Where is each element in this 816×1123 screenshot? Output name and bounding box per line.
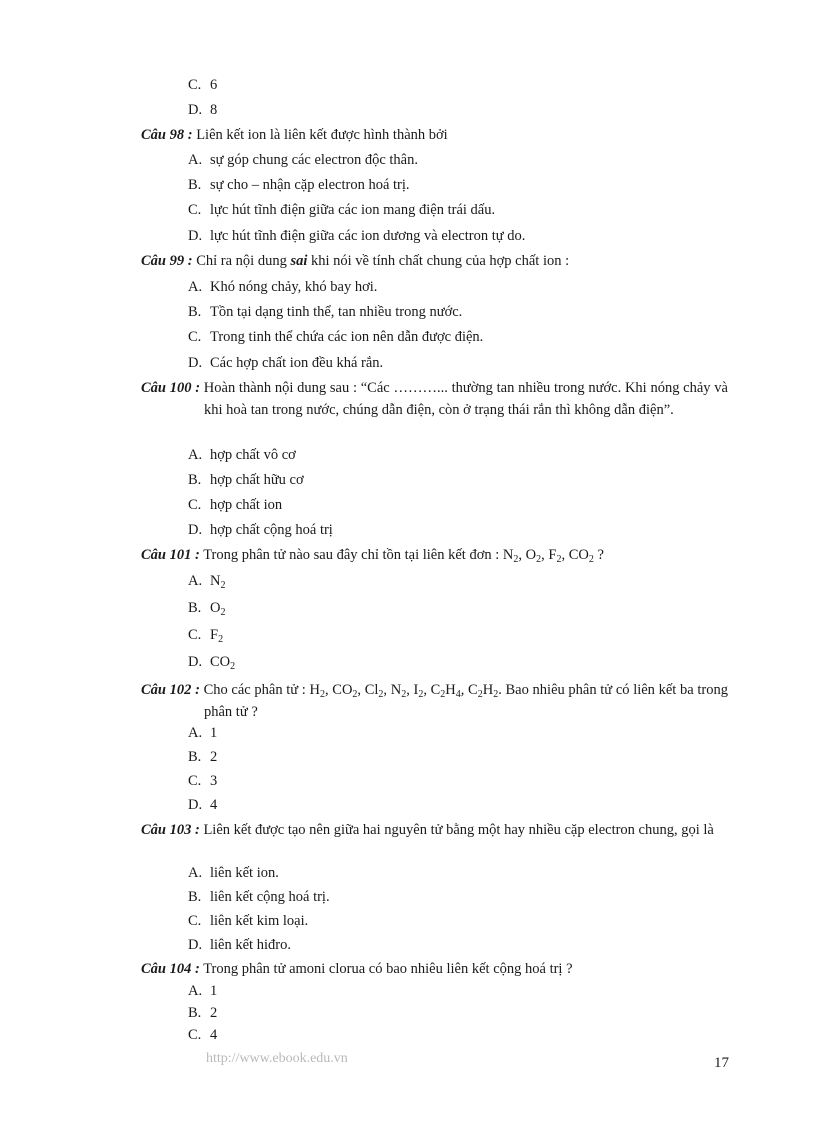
q101-option-d: D. $CO_2$ xyxy=(188,654,236,672)
q102-option-c: C. 3 xyxy=(188,773,218,789)
q104-option-c: C. 4 xyxy=(188,1027,218,1043)
q103-option-d: D. liên kết hiđro. xyxy=(188,937,291,953)
q101-option-b: B. $O_2$ xyxy=(188,600,226,618)
q102-option-a: A. 1 xyxy=(188,725,218,741)
q102-option-d: D. 4 xyxy=(188,797,218,813)
q101-option-c: C. $F_2$ xyxy=(188,627,224,645)
q100-option-c: C. hợp chất ion xyxy=(188,497,283,513)
q99-option-a: A. Khó nóng chảy, khó bay hơi. xyxy=(188,279,378,295)
q100-option-a: A. hợp chất vô cơ xyxy=(188,447,296,463)
q98-option-a: A. sự góp chung các electron độc thân. xyxy=(188,152,418,168)
q99-option-b: B. Tồn tại dạng tinh thể, tan nhiều trong nước. xyxy=(188,304,463,320)
q103-option-c: C. liên kết kim loại. xyxy=(188,913,309,929)
question-102: Câu 102 : Cho các phân tử : $H_2$, $CO_2$, $Cl_2$, $N_2$, $I_2$, $C_2H_4$, $C_2H_2$. Bao nhiêu phân tử có liên kết ba trong phân tử ? xyxy=(141,682,728,720)
option-c: C. 6 xyxy=(188,77,218,93)
q98-option-d: D. lực hút tĩnh điện giữa các ion dương và electron tự do. xyxy=(188,228,526,244)
q98-option-b: B. sự cho – nhận cặp electron hoá trị. xyxy=(188,177,410,193)
page-number: 17 xyxy=(714,1055,729,1071)
q100-option-d: D. hợp chất cộng hoá trị xyxy=(188,522,333,538)
footer-url[interactable]: http://www.ebook.edu.vn xyxy=(206,1051,348,1066)
q99-option-c: C. Trong tinh thể chứa các ion nên dẫn được điện. xyxy=(188,329,484,345)
question-100: Câu 100 : Hoàn thành nội dung sau : “Các ………... thường tan nhiều trong nước. Khi nóng chảy và khi hoà tan trong nước, chúng dẫn điện, còn ở trạng thái rắn thì không dẫn điện”. xyxy=(141,380,728,418)
q104-option-a: A. 1 xyxy=(188,983,218,999)
q102-option-b: B. 2 xyxy=(188,749,218,765)
q101-option-a: A. $N_2$ xyxy=(188,573,226,591)
question-98: Câu 98 : Liên kết ion là liên kết được hình thành bởi xyxy=(141,127,448,143)
q104-option-b: B. 2 xyxy=(188,1005,218,1021)
question-99: Câu 99 : Chỉ ra nội dung sai khi nói về tính chất chung của hợp chất ion : xyxy=(141,253,570,269)
q100-option-b: B. hợp chất hữu cơ xyxy=(188,472,304,488)
option-d: D. 8 xyxy=(188,102,218,118)
question-104: Câu 104 : Trong phân tử amoni clorua có bao nhiêu liên kết cộng hoá trị ? xyxy=(141,961,573,977)
q98-option-c: C. lực hút tĩnh điện giữa các ion mang điện trái dấu. xyxy=(188,202,496,218)
q103-option-b: B. liên kết cộng hoá trị. xyxy=(188,889,330,905)
q99-option-d: D. Các hợp chất ion đều khá rắn. xyxy=(188,355,384,371)
q103-option-a: A. liên kết ion. xyxy=(188,865,279,881)
question-101: Câu 101 : Trong phân tử nào sau đây chỉ tồn tại liên kết đơn : $N_2$, $O_2$, $F_2$, $CO_2$ ? xyxy=(141,547,604,565)
question-103: Câu 103 : Liên kết được tạo nên giữa hai nguyên tử bằng một hay nhiều cặp electron chung, gọi là xyxy=(141,822,714,838)
